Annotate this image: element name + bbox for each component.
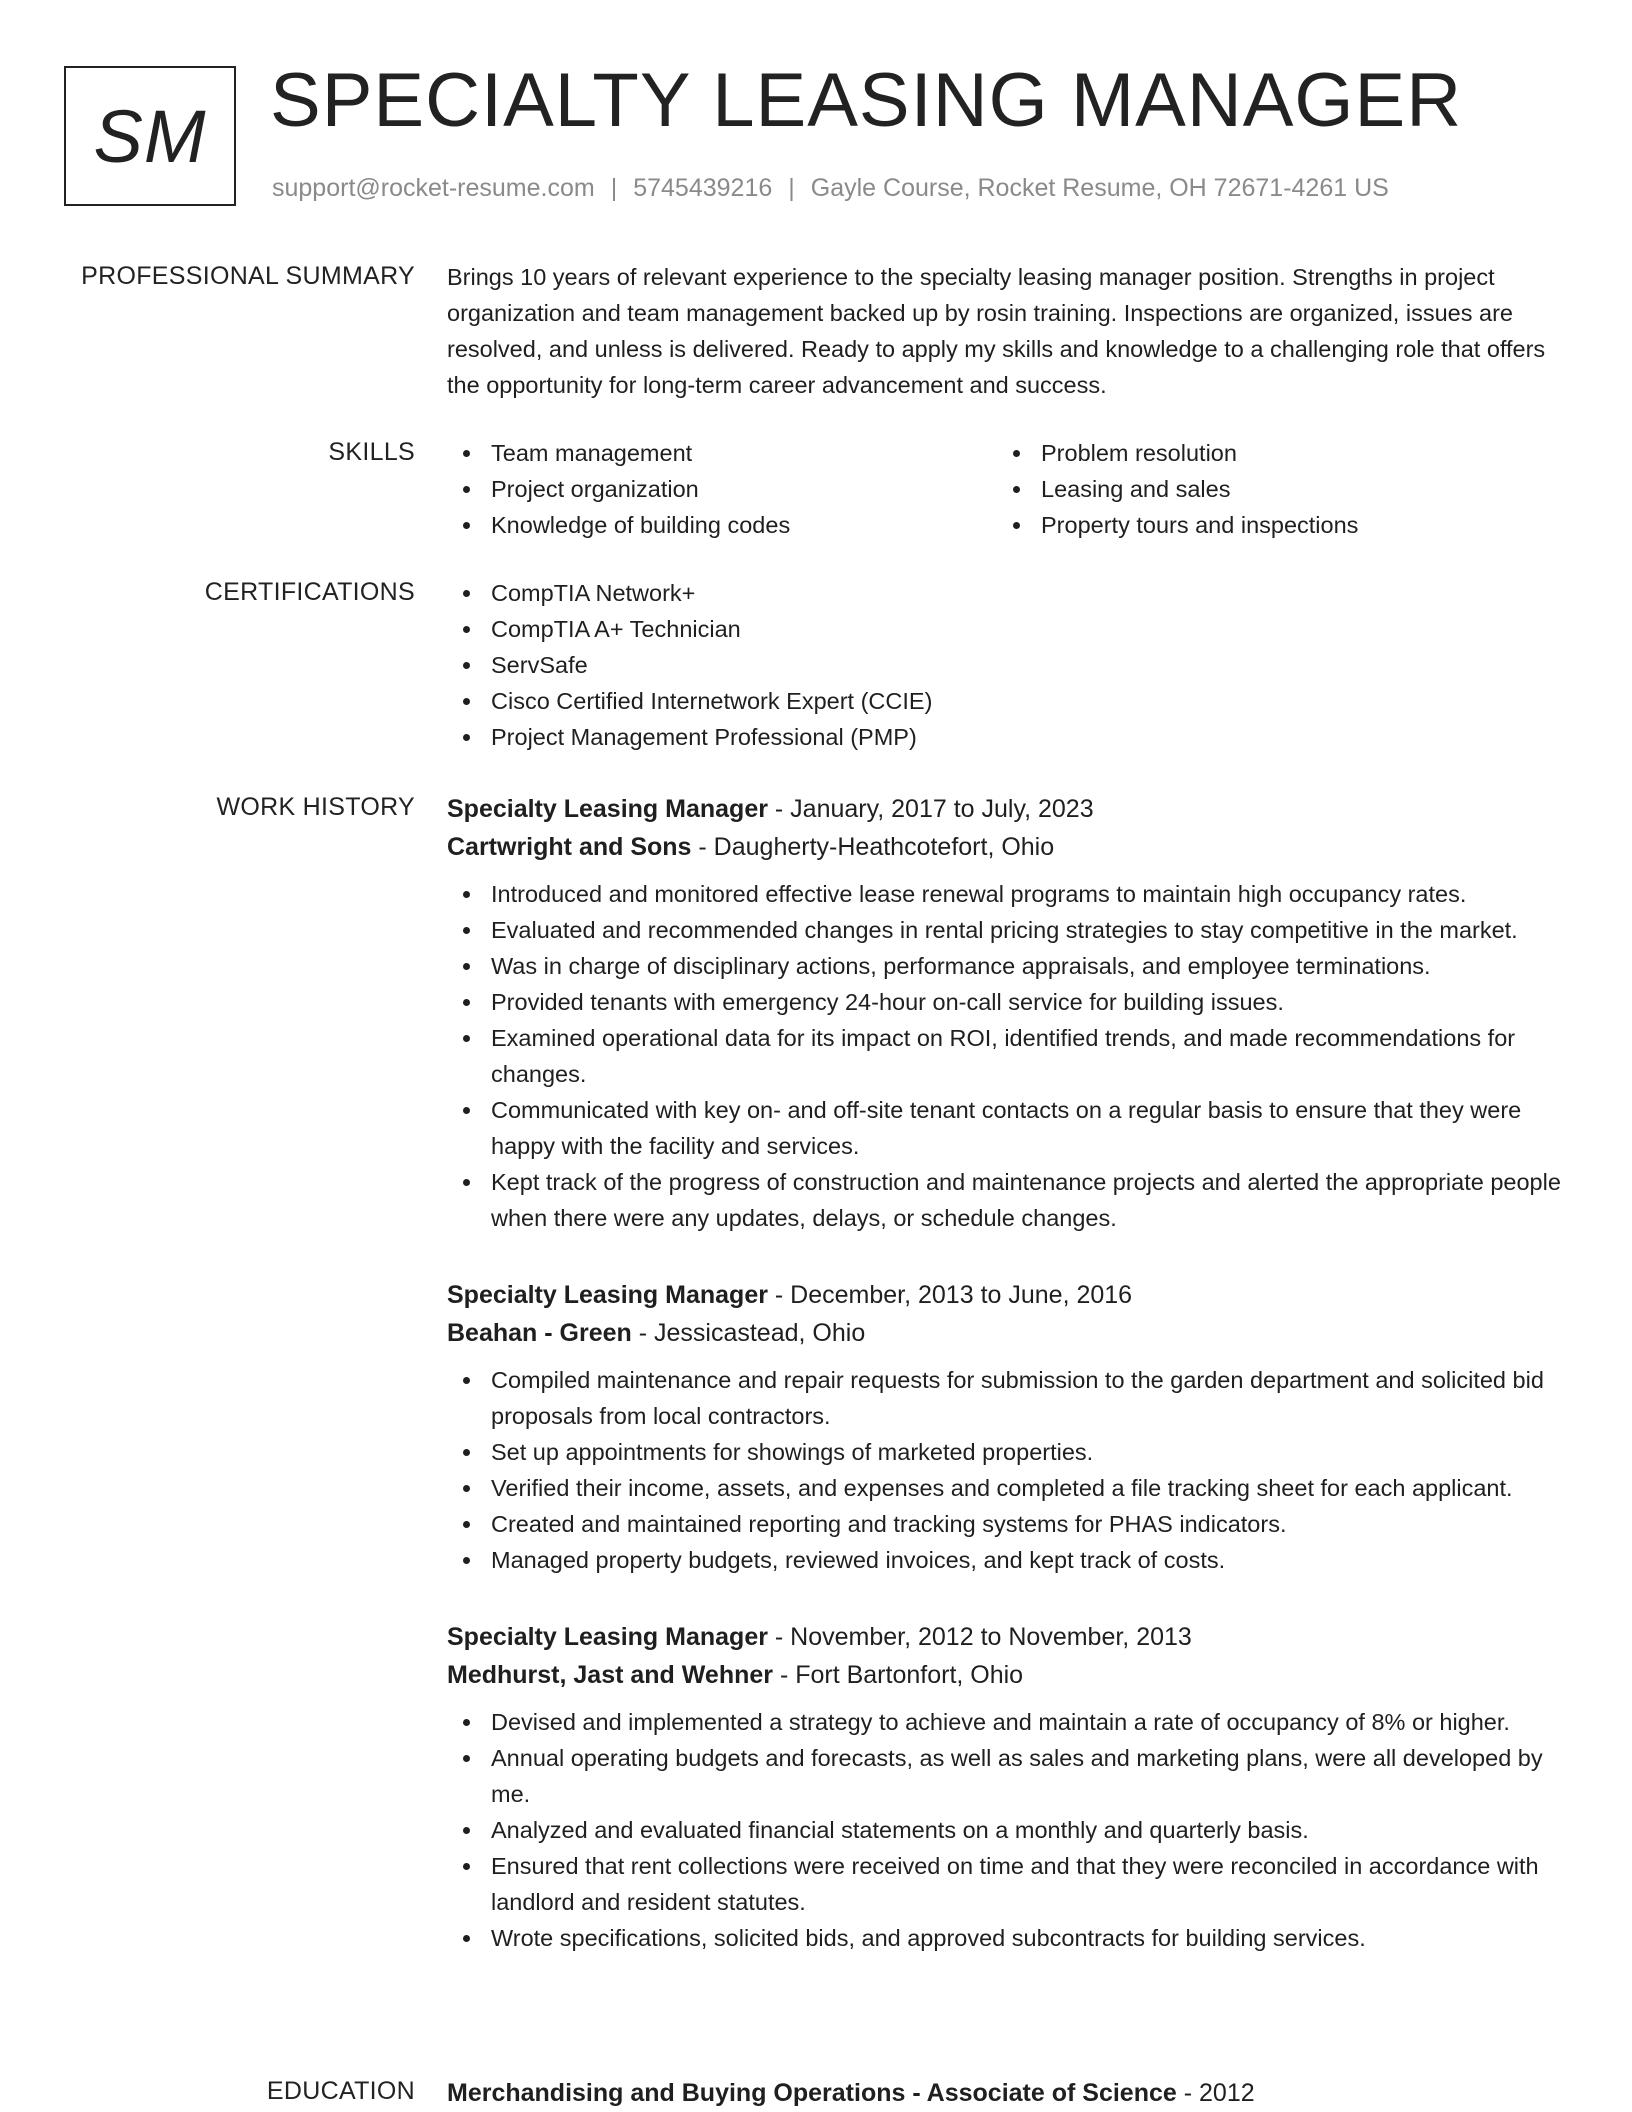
job-title: Specialty Leasing Manager: [447, 1623, 768, 1651]
job-bullet: Was in charge of disciplinary actions, performance appraisals, and employee terminations.: [447, 948, 1567, 984]
monogram-box: [64, 66, 236, 206]
job-title-line: [447, 1276, 1567, 1314]
certifications-list: [447, 575, 1567, 755]
skill-item: Property tours and inspections: [997, 507, 1547, 543]
job-bullet: Verified their income, assets, and expenses and completed a file tracking sheet for each applicant.: [447, 1470, 1567, 1506]
job-location: - Fort Bartonfort, Ohio: [773, 1661, 1024, 1689]
job-title-line: [447, 790, 1567, 828]
job-bullet: Introduced and monitored effective lease renewal programs to maintain high occupancy rates.: [447, 876, 1567, 912]
summary-text: Brings 10 years of relevant experience to the specialty leasing manager position. Strengths in project organization and team management backed up by rosin training. Inspections are organized, issues are resolved, and unless is delivered. Ready to apply my skills and knowledge to a challenging role that offers the opportunity for long-term career advancement and success.: [447, 264, 1546, 398]
job-bullet: Managed property budgets, reviewed invoices, and kept track of costs.: [447, 1542, 1567, 1578]
job-company: Cartwright and Sons: [447, 833, 692, 861]
job-location: - Jessicastead, Ohio: [631, 1319, 866, 1347]
section-label-certifications: CERTIFICATIONS: [204, 578, 415, 606]
job-company: Beahan - Green: [447, 1319, 632, 1347]
summary-content: [447, 259, 1567, 403]
job-bullet: Provided tenants with emergency 24-hour on-call service for building issues.: [447, 984, 1567, 1020]
job-entry: [447, 1276, 1567, 1578]
job-bullets: [447, 876, 1567, 1236]
certifications-content: [447, 575, 1567, 755]
contact-address: Gayle Course, Rocket Resume, OH 72671-4261 US: [810, 174, 1389, 202]
certification-item: CompTIA Network+: [447, 575, 1567, 611]
skills-list-left: [447, 435, 997, 543]
job-bullet: Kept track of the progress of construction and maintenance projects and alerted the appropriate people when there were any updates, delays, or schedule changes.: [447, 1164, 1567, 1236]
job-bullet: Created and maintained reporting and tracking systems for PHAS indicators.: [447, 1506, 1567, 1542]
job-company-line: [447, 1314, 1567, 1352]
job-entry: [447, 1618, 1567, 1956]
education-year: - 2012: [1176, 2079, 1255, 2107]
section-label-education: EDUCATION: [266, 2077, 415, 2105]
job-bullet: Examined operational data for its impact on ROI, identified trends, and made recommendations for changes.: [447, 1020, 1567, 1092]
section-label-skills: SKILLS: [328, 438, 415, 466]
contact-email[interactable]: support@rocket-resume.com: [272, 174, 595, 202]
job-bullet: Set up appointments for showings of marketed properties.: [447, 1434, 1567, 1470]
resume-title: SPECIALTY LEASING MANAGER: [270, 58, 1463, 143]
section-label-summary: PROFESSIONAL SUMMARY: [81, 262, 415, 290]
job-title-line: [447, 1618, 1567, 1656]
education-content: [447, 2074, 1567, 2112]
job-company: Medhurst, Jast and Wehner: [447, 1661, 773, 1689]
job-bullet: Compiled maintenance and repair requests for submission to the garden department and solicited bid proposals from local contractors.: [447, 1362, 1567, 1434]
job-bullet: Devised and implemented a strategy to achieve and maintain a rate of occupancy of 8% or higher.: [447, 1704, 1567, 1740]
job-bullets: [447, 1704, 1567, 1956]
contact-phone[interactable]: 5745439216: [633, 174, 773, 202]
monogram-initials: SM: [93, 94, 207, 178]
contact-separator: |: [610, 174, 618, 202]
skill-item: Team management: [447, 435, 997, 471]
job-bullet: Evaluated and recommended changes in rental pricing strategies to stay competitive in the market.: [447, 912, 1567, 948]
contact-line: [272, 174, 1389, 203]
job-dates: - December, 2013 to June, 2016: [767, 1281, 1133, 1309]
education-degree: Merchandising and Buying Operations - Associate of Science: [447, 2079, 1177, 2107]
job-bullet: Communicated with key on- and off-site tenant contacts on a regular basis to ensure that they were happy with the facility and services.: [447, 1092, 1567, 1164]
job-bullet: Annual operating budgets and forecasts, as well as sales and marketing plans, were all developed by me.: [447, 1740, 1567, 1812]
job-title: Specialty Leasing Manager: [447, 795, 768, 823]
education-line: [447, 2074, 1567, 2112]
skill-item: Project organization: [447, 471, 997, 507]
job-location: - Daugherty-Heathcotefort, Ohio: [691, 833, 1055, 861]
job-company-line: [447, 1656, 1567, 1694]
certification-item: Project Management Professional (PMP): [447, 719, 1567, 755]
job-bullet: Wrote specifications, solicited bids, and approved subcontracts for building services.: [447, 1920, 1567, 1956]
skill-item: Problem resolution: [997, 435, 1547, 471]
job-title: Specialty Leasing Manager: [447, 1281, 768, 1309]
section-label-work-history: WORK HISTORY: [216, 793, 415, 821]
skills-list-right: [997, 435, 1547, 543]
job-bullet: Ensured that rent collections were received on time and that they were reconciled in accordance with landlord and resident statutes.: [447, 1848, 1567, 1920]
certification-item: ServSafe: [447, 647, 1567, 683]
skills-content: [447, 435, 1567, 543]
job-company-line: [447, 828, 1567, 866]
job-dates: - January, 2017 to July, 2023: [767, 795, 1094, 823]
job-dates: - November, 2012 to November, 2013: [767, 1623, 1192, 1651]
certification-item: CompTIA A+ Technician: [447, 611, 1567, 647]
skill-item: Knowledge of building codes: [447, 507, 997, 543]
skill-item: Leasing and sales: [997, 471, 1547, 507]
job-bullets: [447, 1362, 1567, 1578]
contact-separator: |: [788, 174, 795, 202]
work-history-content: [447, 790, 1567, 1996]
job-entry: [447, 790, 1567, 1236]
certification-item: Cisco Certified Internetwork Expert (CCIE): [447, 683, 1567, 719]
job-bullet: Analyzed and evaluated financial statements on a monthly and quarterly basis.: [447, 1812, 1567, 1848]
